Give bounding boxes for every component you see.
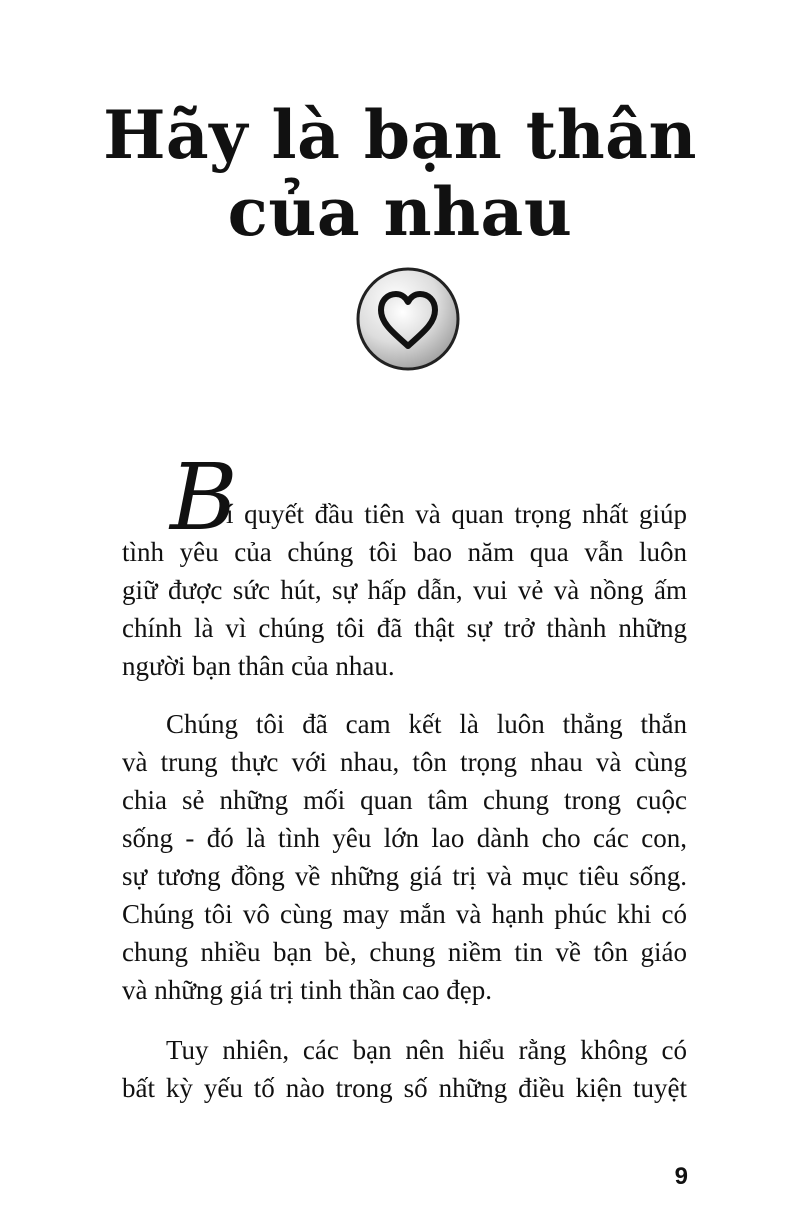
chapter-title-line-1: Hãy là bạn thân (103, 96, 697, 174)
paragraph-2-line: Chúng tôi đã cam kết là luôn thẳng thắn (166, 709, 687, 739)
paragraph-1-line: chính là vì chúng tôi đã thật sự trở thành những (122, 613, 687, 643)
paragraph-2 (122, 705, 687, 1009)
paragraph-2-line: và trung thực với nhau, tôn trọng nhau và cùng (122, 747, 687, 777)
paragraph-2-line: sống - đó là tình yêu lớn lao dành cho các con, (122, 823, 687, 853)
page-number: 9 (674, 1163, 688, 1190)
paragraph-3 (122, 1031, 687, 1107)
heart-icon (355, 266, 461, 372)
paragraph-2-line: và những giá trị tinh thần cao đẹp. (122, 975, 493, 1005)
paragraph-3-line: bất kỳ yếu tố nào trong số những điều kiện tuyệt (122, 1073, 687, 1103)
paragraph-3-line: Tuy nhiên, các bạn nên hiểu rằng không có (166, 1035, 687, 1065)
paragraph-2-line: sự tương đồng về những giá trị và mục tiêu sống. (122, 861, 687, 891)
paragraph-2-line: chung nhiều bạn bè, chung niềm tin về tôn giáo (122, 937, 687, 967)
paragraph-1-line: giữ được sức hút, sự hấp dẫn, vui vẻ và nồng ấm (122, 575, 687, 605)
paragraph-1-line: người bạn thân của nhau. (122, 651, 395, 681)
paragraph-2-line: chia sẻ những mối quan tâm chung trong cuộc (122, 785, 687, 815)
paragraph-1-first-line: í quyết đầu tiên và quan trọng nhất giúp (226, 499, 687, 529)
paragraph-2-line: Chúng tôi vô cùng may mắn và hạnh phúc khi có (122, 899, 687, 929)
paragraph-1-line: tình yêu của chúng tôi bao năm qua vẫn luôn (122, 537, 687, 567)
paragraph-1 (122, 533, 687, 685)
chapter-title-line-2: của nhau (227, 173, 573, 251)
drop-cap-letter: B (170, 444, 238, 551)
